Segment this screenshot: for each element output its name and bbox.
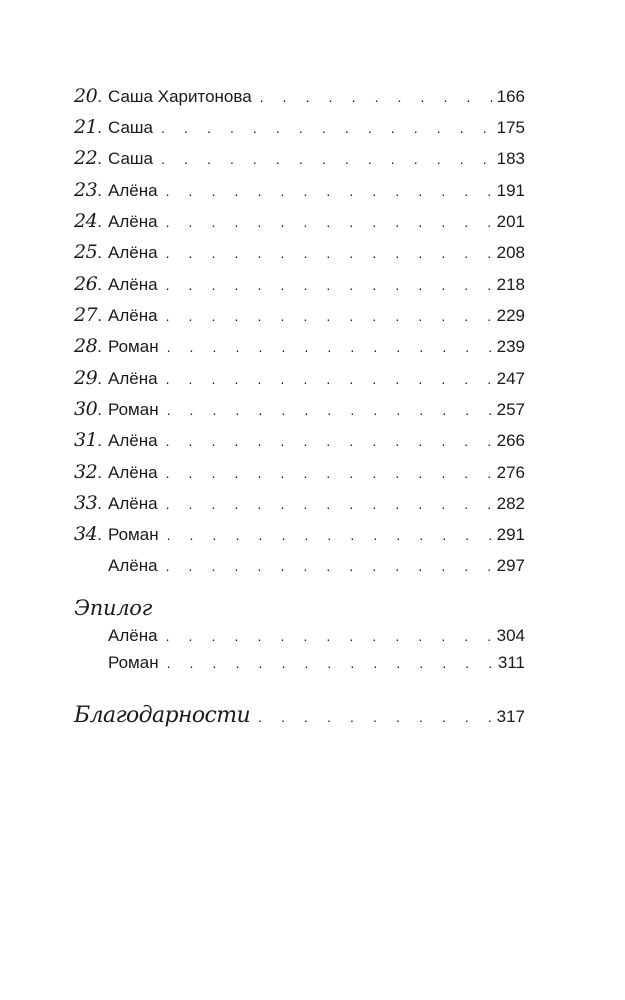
dot-leader xyxy=(167,521,494,549)
chapter-title: Алёна xyxy=(108,369,158,388)
chapter-title: Алёна xyxy=(108,431,158,450)
toc-entry-20 xyxy=(74,82,525,110)
dot-leader xyxy=(167,649,495,677)
page-number: 291 xyxy=(496,525,525,544)
chapter-number: 24. xyxy=(74,210,102,232)
epilogue-entry xyxy=(74,649,525,677)
chapter-number: 29. xyxy=(74,367,102,389)
acknowledgements-title: Благодарности xyxy=(74,703,251,728)
chapter-title: Алёна xyxy=(108,243,158,262)
chapter-title: Роман xyxy=(108,653,159,672)
page-number: 266 xyxy=(496,431,525,450)
toc-entry-27 xyxy=(74,301,525,329)
page-number: 218 xyxy=(496,275,525,294)
toc-entry-25 xyxy=(74,238,525,266)
toc-entry-33 xyxy=(74,489,525,517)
chapter-title: Алёна xyxy=(108,463,158,482)
page-number: 257 xyxy=(496,400,525,419)
chapter-number: 31. xyxy=(74,429,102,451)
toc-entry-29 xyxy=(74,364,525,392)
toc-entry-unnumbered xyxy=(74,552,525,580)
chapter-title: Алёна xyxy=(108,626,158,645)
page-number: 191 xyxy=(496,181,525,200)
chapter-title: Роман xyxy=(108,525,159,544)
dot-leader xyxy=(166,552,494,580)
chapter-title: Алёна xyxy=(108,556,158,575)
dot-leader xyxy=(166,302,494,330)
dot-leader xyxy=(167,396,494,424)
chapter-title: Алёна xyxy=(108,306,158,325)
toc-entry-31 xyxy=(74,426,525,454)
chapter-number: 34. xyxy=(74,523,102,545)
page-number: 247 xyxy=(496,369,525,388)
chapter-title: Алёна xyxy=(108,212,158,231)
page-number: 311 xyxy=(497,653,525,672)
toc-entry-22 xyxy=(74,144,525,172)
page-number: 166 xyxy=(496,87,525,106)
chapter-number: 26. xyxy=(74,273,102,295)
page-number: 175 xyxy=(496,118,525,137)
dot-leader xyxy=(258,703,494,731)
toc-entry-32 xyxy=(74,458,525,486)
page-number: 317 xyxy=(496,707,525,726)
dot-leader xyxy=(166,427,494,455)
toc-entry-24 xyxy=(74,207,525,235)
chapter-number: 20. xyxy=(74,85,102,107)
page-number: 208 xyxy=(496,243,525,262)
toc-entry-acknowledgements xyxy=(74,702,525,730)
page-number: 239 xyxy=(496,337,525,356)
chapter-number: 23. xyxy=(74,179,102,201)
dot-leader xyxy=(166,271,494,299)
chapter-title: Саша xyxy=(108,149,154,168)
dot-leader xyxy=(166,177,494,205)
toc-entry-23 xyxy=(74,176,525,204)
chapter-number: 21. xyxy=(74,116,102,138)
toc-entry-34 xyxy=(74,520,525,548)
chapter-title: Роман xyxy=(108,400,159,419)
dot-leader xyxy=(161,114,494,142)
dot-leader xyxy=(161,145,494,173)
page-number: 297 xyxy=(496,556,525,575)
chapter-title: Алёна xyxy=(108,181,158,200)
chapter-number: 33. xyxy=(74,492,102,514)
chapter-number: 30. xyxy=(74,398,102,420)
chapter-title: Роман xyxy=(108,337,159,356)
toc-entry-21 xyxy=(74,113,525,141)
dot-leader xyxy=(166,622,494,650)
chapter-title: Саша xyxy=(108,118,154,137)
chapter-number: 25. xyxy=(74,241,102,263)
dot-leader xyxy=(166,239,494,267)
page-number: 276 xyxy=(496,463,525,482)
page-number: 229 xyxy=(496,306,525,325)
dot-leader xyxy=(166,208,494,236)
chapter-number: 22. xyxy=(74,147,102,169)
chapter-title: Алёна xyxy=(108,494,158,513)
chapter-number: 28. xyxy=(74,335,102,357)
page-number: 183 xyxy=(496,149,525,168)
page-number: 282 xyxy=(496,494,525,513)
chapter-title: Саша Харитонова xyxy=(108,87,252,106)
chapter-number: 32. xyxy=(74,461,102,483)
dot-leader xyxy=(166,459,494,487)
page-number: 201 xyxy=(496,212,525,231)
epilogue-heading: Эпилог xyxy=(74,596,152,620)
chapter-title: Алёна xyxy=(108,275,158,294)
epilogue-entry xyxy=(74,622,525,650)
dot-leader xyxy=(260,83,494,111)
dot-leader xyxy=(166,490,494,518)
dot-leader xyxy=(167,333,494,361)
toc-entry-28 xyxy=(74,332,525,360)
dot-leader xyxy=(166,365,494,393)
toc-entry-30 xyxy=(74,395,525,423)
toc-entry-26 xyxy=(74,270,525,298)
page-number: 304 xyxy=(496,626,525,645)
chapter-number: 27. xyxy=(74,304,102,326)
